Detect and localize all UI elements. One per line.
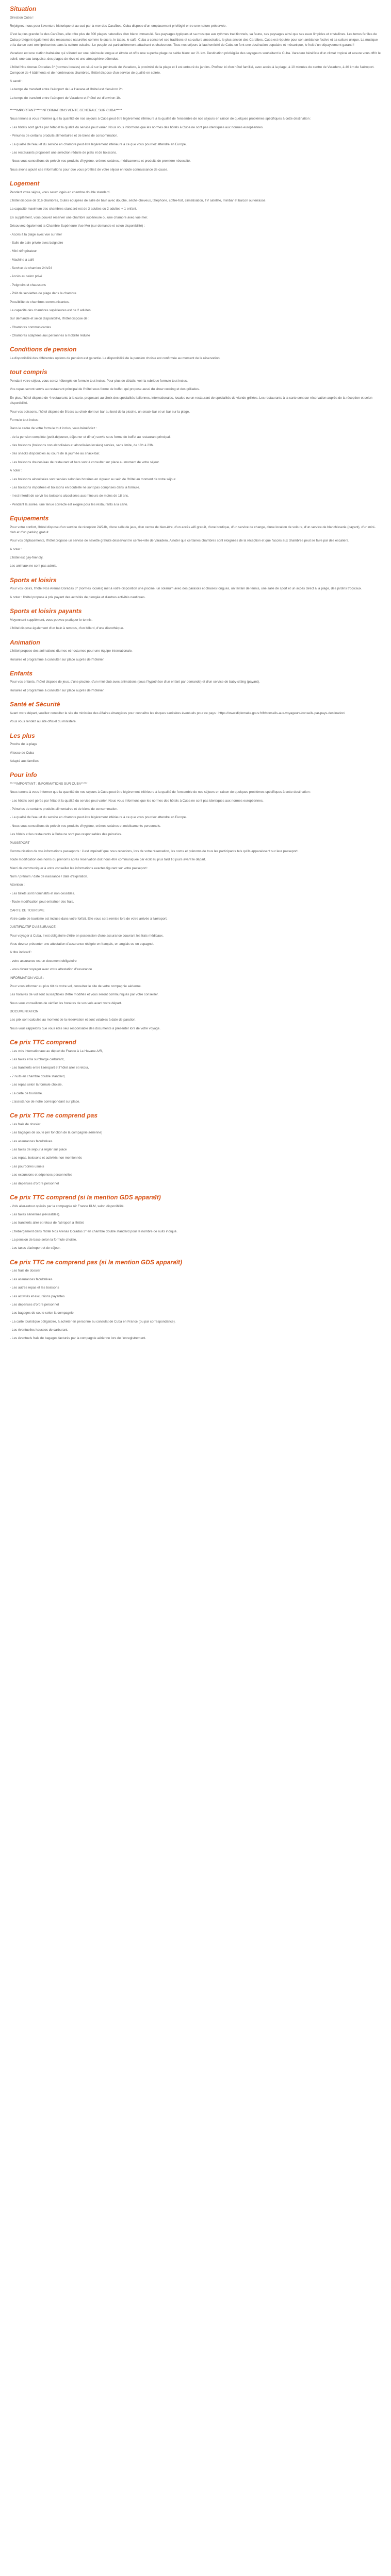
section-paragraph: *****IMPORTANT : INFORMATIONS SUR CUBA*****: [10, 782, 88, 786]
section-paragraph: La capacité maximum des chambres standard est de 3 adultes ou 2 adultes + 1 enfant.: [10, 207, 137, 211]
section-paragraph: - Les hôtels sont gérés par l'état et la qualité du service peut varier. Nous vous informons que les normes des hôtels à Cuba ne sont pas identiques aux normes européennes.: [10, 799, 264, 803]
section-paragraph: Pour voyager à Cuba, il est obligatoire d'être en possession d'une assurance couvrant les frais médicaux.: [10, 934, 164, 938]
section-paragraph: Horaires et programme à consulter sur place auprès de l'hôtelier.: [10, 688, 105, 692]
section-paragraph: En supplément, vous pouvez réserver une chambre supérieure ou une chambre avec vue mer.: [10, 215, 148, 219]
section-paragraph: Pendant votre séjour, vous serez logés en chambre double standard.: [10, 190, 111, 194]
section-paragraph: Avant votre départ, veuillez consulter le site du ministère des Affaires étrangères pour connaître les risques sanitaires éventuels pour ce pays : https://www.diplomatie.gouv.fr/fr/conseils-aux-voyageurs/conseils-par-pays-destination/: [10, 711, 346, 715]
section-paragraph: Les animaux ne sont pas admis.: [10, 564, 57, 568]
section-paragraph: - Pénuries de certains produits alimentaires et de biens de consommation.: [10, 807, 118, 811]
section-paragraph: - Nous vous conseillons de prévoir vos produits d'hygiène, crèmes solaires, médicaments et produits de première nécessité.: [10, 159, 191, 163]
section-paragraph: - Accès à la plage avec vue sur mer: [10, 232, 62, 236]
section-paragraph: Les hôtels et les restaurants à Cuba ne sont pas responsables des pénuries.: [10, 833, 122, 837]
section-paragraph: Vitesse de Cuba: [10, 751, 34, 755]
section-paragraph: Adapté aux familles: [10, 759, 39, 763]
section-paragraph: C'est la plus grande île des Caraïbes, elle offre plus de 300 plages naturelles d'un blanc immaculé. Ses paysages typiques et sa musique aux rythmes traditionnels, sa faune, ses paysages ainsi que ses eaux limpides et cristallines. Les terres fertiles de Cuba protègent également des ressources naturelles comme le sucre, le tabac, le café. Cuba a conservé ses traditions et sa culture ancestrales, le plus ancien des Caraïbes. Cuba est réputée pour son ambiance festive et sa culture unique. La musique et la danse sont omniprésentes dans la culture cubaine. Le peuple est particulièrement attachant et chaleureux. Tous nos séjours à l'authenticité de Cuba en font une destination populaire et mécanique, le fruit d'un dépaysement garanti !: [10, 32, 378, 47]
section: [10, 577, 381, 600]
section-paragraph: - Les taxes d'aéroport et de séjour.: [10, 1246, 61, 1250]
section-paragraph: - Les repas selon la formule choisie,: [10, 1083, 63, 1087]
section: [10, 515, 381, 569]
section-paragraph: Dans le cadre de votre formule tout inclus, vous bénéficiez :: [10, 427, 97, 431]
section-heading: Pour info: [10, 771, 37, 779]
section-paragraph: Sur demande et selon disponibilité, l'hôtel dispose de :: [10, 317, 89, 321]
section-paragraph: - Les billets sont nominatifs et non cessibles.: [10, 891, 75, 895]
section-paragraph: - Les dépenses d'ordre personnel: [10, 1302, 59, 1307]
section-paragraph: - Mini réfrigérateur: [10, 249, 37, 253]
section-paragraph: - Les assurances facultatives: [10, 1139, 53, 1143]
section-paragraph: DOCUMENTATION: [10, 1010, 39, 1013]
section-paragraph: - Nous vous conseillons de prévoir vos produits d'hygiène, crèmes solaires et médicaments personnels.: [10, 824, 161, 828]
section-paragraph: Nous vous rappelons que vous êtes seul responsable des documents à présenter lors de votre voyage.: [10, 1026, 161, 1030]
section-paragraph: Horaires et programme à consulter sur place auprès de l'hôtelier.: [10, 657, 105, 662]
section-paragraph: - Les transferts aller et retour de l'aéroport à l'hôtel.: [10, 1221, 85, 1225]
section-paragraph: L'hôtel dispose de 316 chambres, toutes équipées de salle de bain avec douche, sèche-cheveux, téléphone, coffre-fort, climatisation, TV satellite, minibar et balcon ou terrasse.: [10, 199, 267, 203]
section-paragraph: - Service de chambre 24h/24: [10, 266, 53, 270]
section-paragraph: Vous vous rendez au site officiel du ministère.: [10, 720, 77, 724]
section-paragraph: - Les autres repas et les boissons: [10, 1286, 59, 1290]
section: [10, 1112, 381, 1187]
section-paragraph: - Les repas, boissons et activités non mentionnés: [10, 1156, 82, 1160]
section-paragraph: - Chambres communicantes: [10, 325, 51, 329]
section-paragraph: - des snacks disponibles au cours de la journée au snack-bar.: [10, 452, 100, 456]
section-heading: Equipements: [10, 515, 49, 522]
section-paragraph: Pendant votre séjour, vous serez hébergés en formule tout inclus. Pour plus de détails, voir la rubrique formule tout inclus.: [10, 379, 188, 383]
section-paragraph: - Peignoirs et chaussons: [10, 283, 46, 287]
section-paragraph: Vous devrez présenter une attestation d'assurance rédigée en français, en anglais ou en espagnol.: [10, 942, 154, 946]
section-paragraph: - Les taxes aériennes (révisables).: [10, 1212, 60, 1216]
section-paragraph: L'hôtel dispose également d'un bain à remous, d'un billard, d'une discothèque.: [10, 626, 124, 631]
section-paragraph: Les horaires de vol sont susceptibles d'être modifiés et vous seront communiqués par votre conseiller.: [10, 993, 159, 997]
section-heading: tout compris: [10, 368, 47, 376]
section-paragraph: A titre indicatif :: [10, 951, 32, 955]
section-paragraph: En plus, l'hôtel dispose de 4 restaurants à la carte, proposant au choix des spécialités italiennes, internationales, locales ou un restaurant de spécialités de viande grillées. Les restaurants à la carte sont sur réservation auprès de la réception et selon disponibilité.: [10, 396, 372, 405]
section-paragraph: A noter : l'hôtel propose à prix payant des activités de plongée et d'autres activités nautiques.: [10, 595, 146, 599]
section-paragraph: Possibilité de chambres communicantes.: [10, 300, 70, 304]
section-paragraph: - Il est interdit de servir les boissons alcoolisées aux mineurs de moins de 18 ans.: [10, 494, 129, 498]
section-paragraph: Communication de vos informations passeports : il est impératif que nous recevions, lors de votre réservation, les noms et prénoms de tous les participants tels qu'ils apparaissent sur leur passeport.: [10, 849, 299, 853]
section-paragraph: - des boissons (boissons non alcoolisées et alcoolisées locales) servies, sans limite, de 10h à 23h.: [10, 444, 154, 447]
section-paragraph: - vous devez voyager avec votre attestation d'assurance: [10, 968, 92, 972]
section-paragraph: Moyennant supplément, vous pouvez pratiquer le tennis.: [10, 618, 93, 622]
section: [10, 1194, 381, 1251]
section-paragraph: - Toute modification peut entraîner des frais.: [10, 900, 74, 904]
section: [10, 180, 381, 338]
section-paragraph: - L'assistance de notre correspondant sur place.: [10, 1099, 80, 1104]
section-paragraph: - Chambres adaptées aux personnes à mobilité réduite: [10, 334, 90, 338]
section-paragraph: JUSTIFICATIF D'ASSURANCE :: [10, 925, 58, 929]
section-paragraph: Découvrez également la Chambre Supérieure Vue Mer (sur demande et selon disponibilité) :: [10, 224, 145, 228]
section-heading: Sports et loisirs: [10, 576, 57, 584]
section-heading: Ce prix TTC ne comprend pas (si la mention GDS apparaît): [10, 1258, 183, 1266]
section: [10, 639, 381, 663]
section-paragraph: *****IMPORTANT*****INFORMATIONS VENTE GENERALE SUR CUBA*****: [10, 109, 122, 113]
section-heading: Ce prix TTC ne comprend pas: [10, 1112, 98, 1120]
section-paragraph: L'hôtel propose des animations diurnes et nocturnes pour une équipe internationale.: [10, 649, 133, 653]
section-paragraph: L'hôtel Nos Arenas Doradas 3* (normes locales) est situé sur la péninsule de Varadero, à proximité de la plage et il est entouré de jardins. Profitez ici d'un hôtel familial, avec accès à la plage, à 10 minutes du centre de Varadero, à 40 km de l'aéroport. Composé de 4 bâtiments et de nombreuses chambres, l'hôtel dispose d'un service de qualité en soirée.: [10, 65, 374, 75]
section-paragraph: - Vols aller-retour opérés par la compagnie Air France KLM, selon disponibilité.: [10, 1204, 125, 1208]
section-paragraph: Attention :: [10, 883, 25, 887]
section-paragraph: - Les pourboires usuels: [10, 1164, 44, 1168]
section-heading: Logement: [10, 180, 40, 188]
section-heading: Ce prix TTC comprend (si la mention GDS apparaît): [10, 1193, 161, 1201]
section-paragraph: - 7 nuits en chambre double standard,: [10, 1074, 66, 1078]
section-paragraph: Proche de la plage: [10, 742, 38, 747]
section: [10, 108, 381, 173]
section: [10, 5, 381, 101]
section-paragraph: Nous avons ajouté ces informations pour que vous profitiez de votre séjour en toute connaissance de cause.: [10, 167, 168, 172]
section-paragraph: - Les bagages de soute (en fonction de la compagnie aérienne): [10, 1131, 103, 1135]
section-heading: Sports et loisirs payants: [10, 607, 82, 615]
section-heading: Santé et Sécurité: [10, 701, 60, 708]
section-paragraph: - Les taxes et la surcharge carburant,: [10, 1058, 64, 1062]
section-paragraph: - Les restaurants proposent une sélection réduite de plats et de boissons.: [10, 150, 117, 155]
section: [10, 368, 381, 507]
section-paragraph: INFORMATION VOLS :: [10, 976, 44, 980]
section-heading: Les plus: [10, 732, 35, 739]
section-paragraph: - Les activités et excursions payantes: [10, 1294, 65, 1298]
section-paragraph: A savoir :: [10, 79, 24, 83]
section-paragraph: - de la pension complète (petit-déjeuner, déjeuner et dîner) servie sous forme de buffet au restaurant principal.: [10, 435, 171, 439]
section-paragraph: Pour vous informer au plus tôt de votre vol, consultez le site de votre compagnie aérienne.: [10, 984, 142, 988]
section: [10, 701, 381, 724]
section-paragraph: Formule tout inclus :: [10, 418, 40, 422]
section-heading: Ce prix TTC comprend: [10, 1039, 76, 1046]
section-paragraph: - Prêt de serviettes de plage dans la chambre: [10, 292, 76, 296]
section: [10, 607, 381, 631]
section-paragraph: Nous tenons à vous informer que la quantité de nos séjours à Cuba peut être légèrement inférieure à la qualité de l'ensemble de nos séjours en raison de quelques problèmes spécifiques à cette destination :: [10, 790, 312, 794]
section-paragraph: - La qualité de l'eau et du service en chambre peut être légèrement inférieure à ce que vous pourriez attendre en Europe.: [10, 142, 187, 146]
section-paragraph: A noter :: [10, 469, 22, 473]
section-paragraph: - Salle de bain privée avec baignoire: [10, 241, 63, 245]
section-paragraph: - Accès au salon privé: [10, 275, 42, 279]
section-paragraph: - Les éventuelles hausses de carburant.: [10, 1328, 69, 1332]
section-paragraph: CARTE DE TOURISME: [10, 908, 45, 912]
section-paragraph: L'hôtel est gay-friendly.: [10, 556, 44, 560]
section-paragraph: - Machine à café: [10, 258, 35, 262]
section-heading: Conditions de pension: [10, 346, 77, 353]
section-paragraph: Rejoignez-nous pour l'aventure historique et au sud par la mer des Caraïbes, Cuba dispose d'un emplacement privilégié entre une nature préservée.: [10, 24, 227, 28]
section-paragraph: A noter :: [10, 547, 22, 551]
section-paragraph: - Les frais de dossier: [10, 1269, 41, 1273]
section-paragraph: Nous vous conseillons de vérifier les horaires de vos vols avant votre départ.: [10, 1001, 122, 1005]
section-paragraph: Varadero est une station balnéaire qui s'étend sur une péninsule longue et étroite et offre une superbe plage de sable blanc sur 21 km. Destination privilégiée des voyageurs souhaitant le Cuba. Varadero bénéficie d'un climat tropical et assure vous offrir le soleil, une eau turquoise, des plages de rêve et une atmosphère détendue.: [10, 52, 381, 61]
section-paragraph: - La pension de base selon la formule choisie.: [10, 1238, 77, 1242]
section-paragraph: - votre assurance est un document obligatoire: [10, 959, 77, 963]
section-paragraph: Pour vos boissons, l'hôtel dispose de 5 bars au choix dont un bar au bord de la piscine, un snack-bar et un bar sur la plage.: [10, 410, 190, 414]
section-paragraph: Merci de communiquer à votre conseiller les informations exactes figurant sur votre passeport :: [10, 866, 149, 870]
section-heading: Situation: [10, 5, 37, 12]
section-paragraph: - Les boissons alcoolisées sont servies selon les horaires en vigueur au sein de l'hôtel au moment de votre séjour.: [10, 477, 176, 481]
section: [10, 346, 381, 361]
section: [10, 1039, 381, 1105]
section-paragraph: Pour votre confort, l'hôtel dispose d'un service de réception 24/24h, d'une salle de jeux, d'un centre de bien-être, d'un accès wifi gratuit, d'une boutique, d'un service de change, d'une location de voiture, d'un service de blanchisserie (payant), d'un mini-club et d'un parking gratuit.: [10, 525, 376, 534]
section-paragraph: - La qualité de l'eau et du service en chambre peut être légèrement inférieure à ce que vous pourriez attendre en Europe.: [10, 816, 187, 820]
section-paragraph: - Les taxes de séjour à régler sur place: [10, 1148, 67, 1152]
section: [10, 1259, 381, 1342]
section-paragraph: - La carte touristique obligatoire, à acheter en personne au consulat de Cuba en France (ou par correspondance).: [10, 1319, 176, 1324]
section-paragraph: Pour vos loisirs, l'hôtel Nos Arenas Doradas 3* (normes locales) met à votre disposition une piscine, un solarium avec des parasols et chaises longues, un terrain de tennis, une salle de sport et un accès direct à la plage, des jardins tropicaux.: [10, 587, 362, 591]
section-paragraph: - Les éventuels frais de bagages facturés par la compagnie aérienne lors de l'enregistrement.: [10, 1336, 146, 1341]
section-paragraph: La capacité des chambres supérieures est de 2 adultes.: [10, 308, 92, 312]
section-paragraph: Pour vos déplacements, l'hôtel propose un service de navette gratuite desservant le centre-ville de Varadero. A noter que certaines chambres sont éloignées de la réception et que l'accès aux chambres peut se faire par des escaliers.: [10, 539, 349, 543]
section: [10, 670, 381, 693]
section-paragraph: - Les boissons importées et boissons en bouteille ne sont pas comprises dans la formule.: [10, 485, 140, 489]
section-paragraph: - Les boissons douces/eau de restaurant et bars sont à consulter sur place au moment de votre séjour.: [10, 460, 160, 464]
section-paragraph: PASSEPORT: [10, 841, 30, 845]
section-paragraph: - Les vols internationaux au départ de France à La Havane A/R,: [10, 1049, 103, 1053]
section-heading: Enfants: [10, 669, 33, 677]
section-paragraph: La disponibilité des différentes options de pension est garantie. La disponibilité de la pension choisie est confirmée au moment de la réservation.: [10, 357, 221, 361]
section: [10, 771, 381, 1031]
section-paragraph: Direction Cuba !: [10, 15, 34, 20]
section-paragraph: - Pénuries de certains produits alimentaires et de biens de consommation.: [10, 134, 118, 138]
section-paragraph: - Pendant la soirée, une tenue correcte est exigée pour les restaurants à la carte.: [10, 502, 128, 506]
section-paragraph: Votre carte de tourisme est incluse dans votre forfait. Elle vous sera remise lors de votre arrivée à l'aéroport.: [10, 917, 168, 921]
document: [10, 0, 381, 1369]
section-paragraph: Nom / prénom / date de naissance / date d'expiration.: [10, 875, 88, 878]
section-paragraph: - Les hôtels sont gérés par l'état et la qualité du service peut varier. Nous vous informons que les normes des hôtels à Cuba ne sont pas identiques aux normes européennes.: [10, 125, 264, 129]
section-heading: Animation: [10, 638, 40, 646]
section-paragraph: Les prix sont calculés au moment de la réservation et sont valables à date de parution.: [10, 1018, 137, 1022]
section-paragraph: - Les excursions et dépenses personnelles: [10, 1173, 73, 1177]
section-paragraph: Pour vos enfants, l'hôtel dispose de jeux, d'une piscine, d'un mini-club avec animations (sous l'hypothèse d'un enfant par demande) et d'un service de baby-sitting (payant).: [10, 680, 260, 684]
section-paragraph: - La carte de tourisme.: [10, 1091, 43, 1095]
section-paragraph: - Les dépenses d'ordre personnel: [10, 1181, 59, 1185]
section: [10, 732, 381, 765]
section-paragraph: Vos repas seront servis au restaurant principal de l'hôtel sous forme de buffet, qui propose aussi du show cooking et des grillades.: [10, 387, 200, 392]
section-paragraph: Toute modification des noms ou prénoms après réservation doit nous être communiquée par écrit au plus tard 10 jours avant le départ.: [10, 858, 206, 862]
section-paragraph: Nous tenons à vous informer que la quantité de nos séjours à Cuba peut être légèrement inférieure à la qualité de l'ensemble de nos séjours en raison de quelques problèmes spécifiques à cette destination :: [10, 117, 312, 121]
section-paragraph: - Les frais de dossier: [10, 1122, 41, 1126]
section-paragraph: La temps de transfert entre l'aéroport de Varadero et l'hôtel est d'environ 1h.: [10, 96, 121, 100]
section-paragraph: - Les bagages de soute selon la compagnie: [10, 1311, 74, 1315]
section-paragraph: - L'hébergement dans l'hôtel Nos Arenas Doradas 3* en chambre double standard pour le nombre de nuits indiqué.: [10, 1229, 178, 1233]
section-paragraph: - Les transferts entre l'aéroport et l'hôtel aller et retour,: [10, 1066, 89, 1070]
section-paragraph: La temps de transfert entre l'aéroport de La Havane et l'hôtel est d'environ 2h.: [10, 88, 124, 92]
section-paragraph: - Les assurances facultatives: [10, 1277, 53, 1281]
